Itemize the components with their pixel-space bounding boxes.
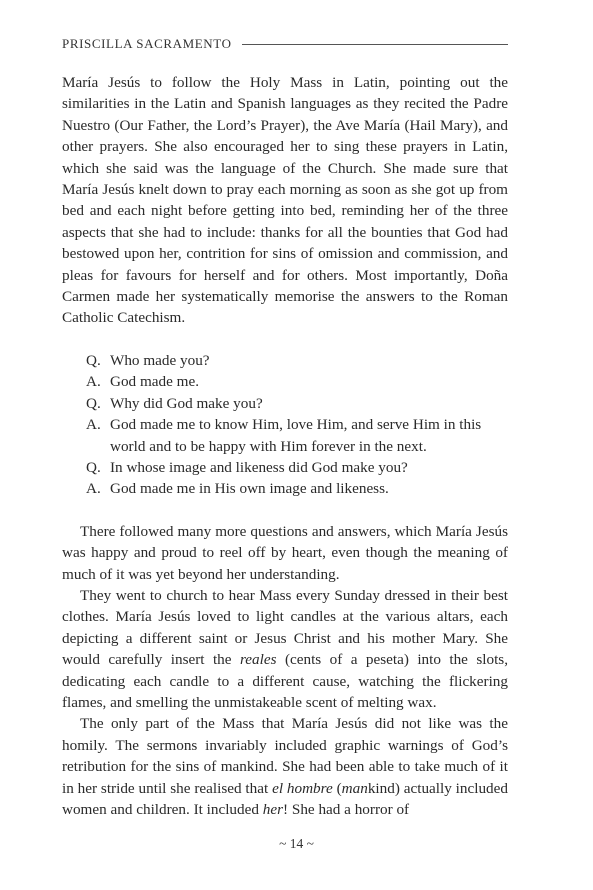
paragraph-text: ( <box>332 779 342 797</box>
italic-term: reales <box>239 651 277 669</box>
catechism-item <box>86 393 508 414</box>
catechism-mark: A. <box>86 373 101 391</box>
catechism-text: Who made you? <box>110 351 210 369</box>
catechism-text: God made me in His own image and likeness. <box>110 480 389 498</box>
header-rule <box>242 44 508 45</box>
running-header <box>62 36 508 52</box>
catechism-list <box>62 350 508 500</box>
catechism-text: In whose image and likeness did God make you? <box>110 458 408 476</box>
italic-term: el hombre <box>272 779 333 797</box>
catechism-item <box>86 371 508 392</box>
paragraph <box>62 585 508 713</box>
paragraph-text: (cents of a peseta) into the slots, dedicating each candle to a different cause, watching the flickering flames, and smelling the unmistakeable scent of melting wax. <box>62 651 508 711</box>
catechism-mark: A. <box>86 480 101 498</box>
paragraph <box>62 713 508 820</box>
paragraph-text: The only part of the Mass that María Jesús did not like was the homily. The sermons invariably included graphic warnings of God’s retribution for the sins of mankind. She had been able to take much of it in her stride until she realised that <box>62 715 508 797</box>
catechism-item <box>86 478 508 499</box>
paragraph-text: ! She had a horror of <box>283 801 410 818</box>
page-number: ~ 14 ~ <box>279 836 314 851</box>
running-head-author: PRISCILLA SACRAMENTO <box>62 36 232 51</box>
page-body <box>62 72 508 820</box>
catechism-item <box>86 414 508 457</box>
catechism-mark: A. <box>86 416 101 434</box>
paragraph-text: They went to church to hear Mass every Sunday dressed in their best clothes. María Jesús loved to light candles at the various altars, each depicting a different saint or Jesus Christ and his mother Mary. She would carefully insert the <box>62 586 508 669</box>
paragraph: There followed many more questions and answers, which María Jesús was happy and proud to reel off by heart, even though the meaning of much of it was yet beyond her understanding. <box>62 522 508 583</box>
catechism-item <box>86 457 508 478</box>
catechism-text: God made me to know Him, love Him, and serve Him in this world and to be happy with Him forever in the next. <box>110 416 482 455</box>
italic-term: her <box>262 801 284 818</box>
paragraph-continued: María Jesús to follow the Holy Mass in Latin, pointing out the similarities in the Latin and Spanish languages as they recited the Padre Nuestro (Our Father, the Lord’s Prayer), the Ave María (Hail Mary), and other prayers. She also encouraged her to sing these prayers in Latin, which she said was the language of the Church. She made sure that María Jesús knelt down to pray each morning as soon as she got up from bed and each night before getting into bed, reminding her of the three aspects that she had to include: thanks for all the bounties that God had bestowed upon her, contrition for sins of omission and commission, and pleas for favours for herself and for others. Most importantly, Doña Carmen made her systematically memorise the answers to the Roman Catholic Catechism. <box>62 74 508 327</box>
catechism-text: God made me. <box>110 373 199 391</box>
catechism-mark: Q. <box>86 394 101 412</box>
paragraph-text: kind) actually included women and children. It included <box>62 779 508 818</box>
catechism-item <box>86 350 508 371</box>
catechism-mark: Q. <box>86 458 101 476</box>
catechism-mark: Q. <box>86 351 101 369</box>
catechism-text: Why did God make you? <box>110 394 263 412</box>
italic-term: man <box>341 779 368 797</box>
